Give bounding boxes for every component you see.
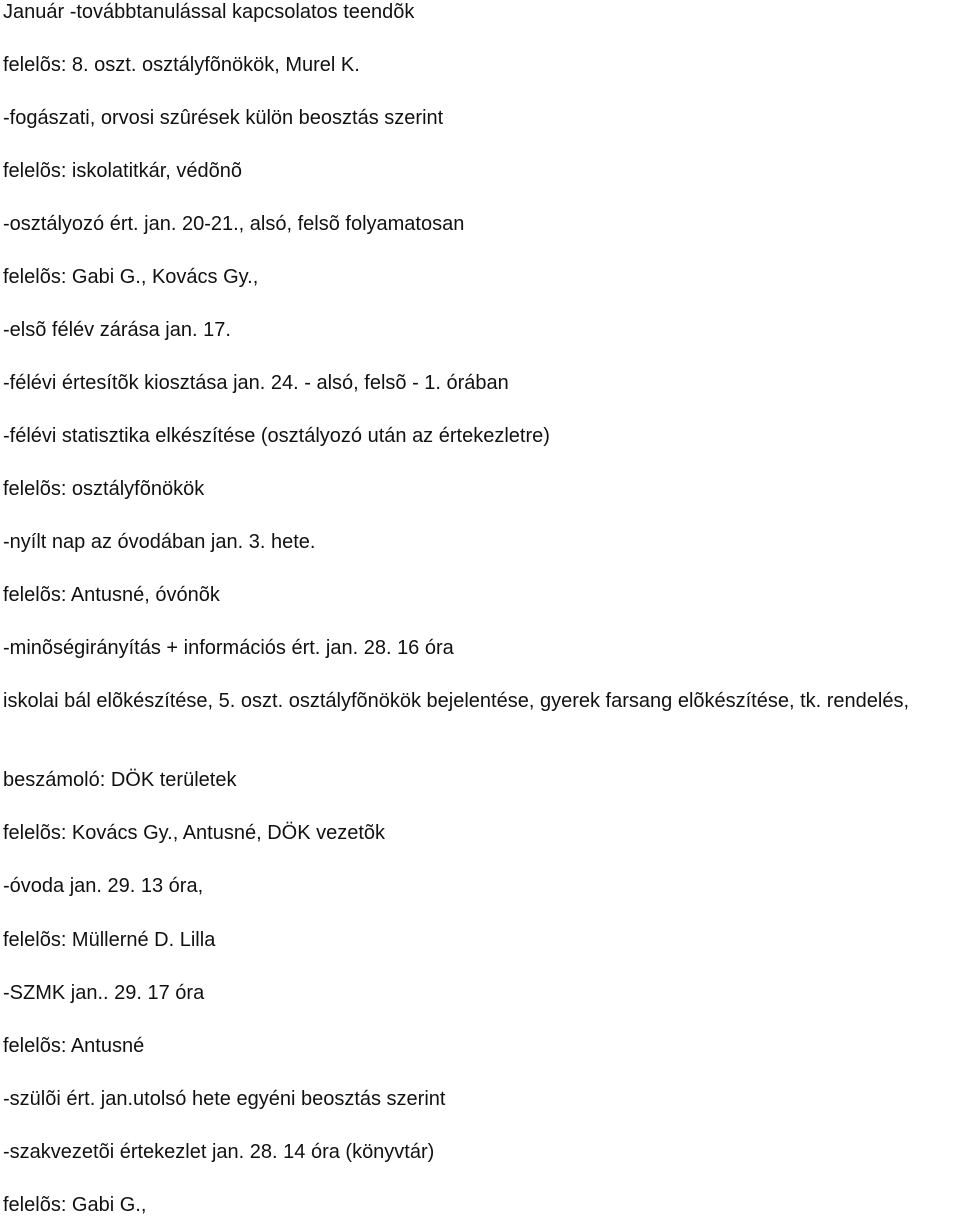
doc-line-heading: Január -továbbtanulással kapcsolatos teendõk <box>3 1 415 23</box>
doc-line: -szülõi ért. jan.utolsó hete egyéni beosztás szerint <box>3 1088 446 1110</box>
doc-line: -SZMK jan.. 29. 17 óra <box>3 982 205 1004</box>
doc-line: -óvoda jan. 29. 13 óra, <box>3 875 204 897</box>
doc-line: felelõs: osztályfõnökök <box>3 478 205 500</box>
doc-line: beszámoló: DÖK területek <box>3 769 237 791</box>
doc-line: felelõs: Gabi G., Kovács Gy., <box>3 266 259 288</box>
doc-line: -szakvezetõi értekezlet jan. 28. 14 óra (könyvtár) <box>3 1141 435 1163</box>
doc-line: felelõs: 8. oszt. osztályfõnökök, Murel K. <box>3 54 360 76</box>
doc-line: -osztályozó ért. jan. 20-21., alsó, felsõ folyamatosan <box>3 213 465 235</box>
doc-line: -félévi statisztika elkészítése (osztályozó után az értekezletre) <box>3 425 550 447</box>
doc-line: felelõs: Antusné, óvónõk <box>3 584 220 606</box>
doc-line: -minõségirányítás + információs ért. jan. 28. 16 óra <box>3 637 454 659</box>
doc-line: -félévi értesítõk kiosztása jan. 24. - alsó, felsõ - 1. órában <box>3 372 509 394</box>
doc-line: -nyílt nap az óvodában jan. 3. hete. <box>3 531 316 553</box>
doc-line: iskolai bál elõkészítése, 5. oszt. osztályfõnökök bejelentése, gyerek farsang elõkészítése, tk. rendelés, <box>3 690 910 712</box>
doc-line: felelõs: Kovács Gy., Antusné, DÖK vezetõk <box>3 822 386 844</box>
doc-line: felelõs: Gabi G., <box>3 1194 147 1216</box>
doc-line: felelõs: Müllerné D. Lilla <box>3 929 216 951</box>
doc-line: felelõs: iskolatitkár, védõnõ <box>3 160 243 182</box>
doc-line: felelõs: Antusné <box>3 1035 145 1057</box>
doc-line: -elsõ félév zárása jan. 17. <box>3 319 231 341</box>
doc-line: -fogászati, orvosi szûrések külön beosztás szerint <box>3 107 444 129</box>
